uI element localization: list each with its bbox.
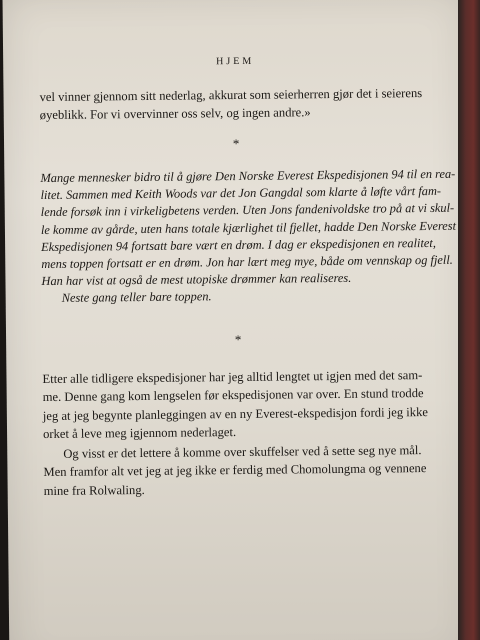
text-line: lende forsøk inn i virkeligbetens verden. Uten Jons fandenivoldske tro på at vi skul-	[40, 201, 455, 220]
book-page	[2, 0, 473, 640]
text-line: me. Denne gang kom lengselen før ekspedisjonen var over. En stund trodde	[42, 386, 424, 405]
text-line: Og visst er det lettere å komme over skuffelser ved å sette seg nye mål.	[63, 443, 422, 461]
text-line: Etter alle tidligere ekspedisjoner har jeg alltid lengtet ut igjen med det sam-	[42, 368, 423, 387]
book-cover-edge	[458, 0, 480, 640]
text-line: vel vinner gjennom sitt nederlag, akkurat som seierherren gjør det i seierens	[39, 86, 423, 105]
dedication-paragraph	[40, 166, 461, 308]
opening-paragraph	[39, 84, 459, 125]
text-line: Men framfor alt vet jeg at jeg ikke er ferdig med Chomolungma og vennene	[43, 461, 427, 480]
text-line: Ekspedisjonen 94 fortsatt bare vært en drøm. I dag er ekspedisjonen en realitet,	[41, 235, 437, 254]
section-separator: *	[234, 331, 242, 348]
text-line: mens toppen fortsatt er en drøm. Jon har lært meg mye, både om vennskap og fjell.	[41, 252, 453, 272]
text-line: Mange mennesker bidro til å gjøre Den Norske Everest Ekspedisjonen 94 til en rea-	[40, 166, 456, 186]
text-line: litet. Sammen med Keith Woods var det Jon Gangdal som klarte å løfte vårt fam-	[40, 184, 442, 203]
text-line: mine fra Rolwaling.	[43, 482, 145, 498]
section-separator: *	[232, 135, 240, 152]
body-paragraph-2	[43, 441, 464, 501]
body-paragraph-1	[42, 366, 463, 444]
dedication-closing: Neste gang teller bare toppen.	[61, 289, 212, 306]
running-head: HJEM	[216, 55, 255, 68]
text-line: orket å leve meg igjennom nederlaget.	[43, 425, 237, 442]
text-line: Han har vist at også de mest utopiske drømmer kan realiseres.	[41, 271, 352, 289]
text-line: jeg at jeg begynte planleggingen av en ny Everest-ekspedisjon fordi jeg ikke	[42, 404, 428, 423]
text-line: le komme av gårde, uten hans totale kjærlighet til fjellet, hadde Den Norske Everest	[40, 218, 457, 237]
text-line: øyeblikk. For vi overvinner oss selv, og ingen andre.»	[39, 105, 311, 123]
